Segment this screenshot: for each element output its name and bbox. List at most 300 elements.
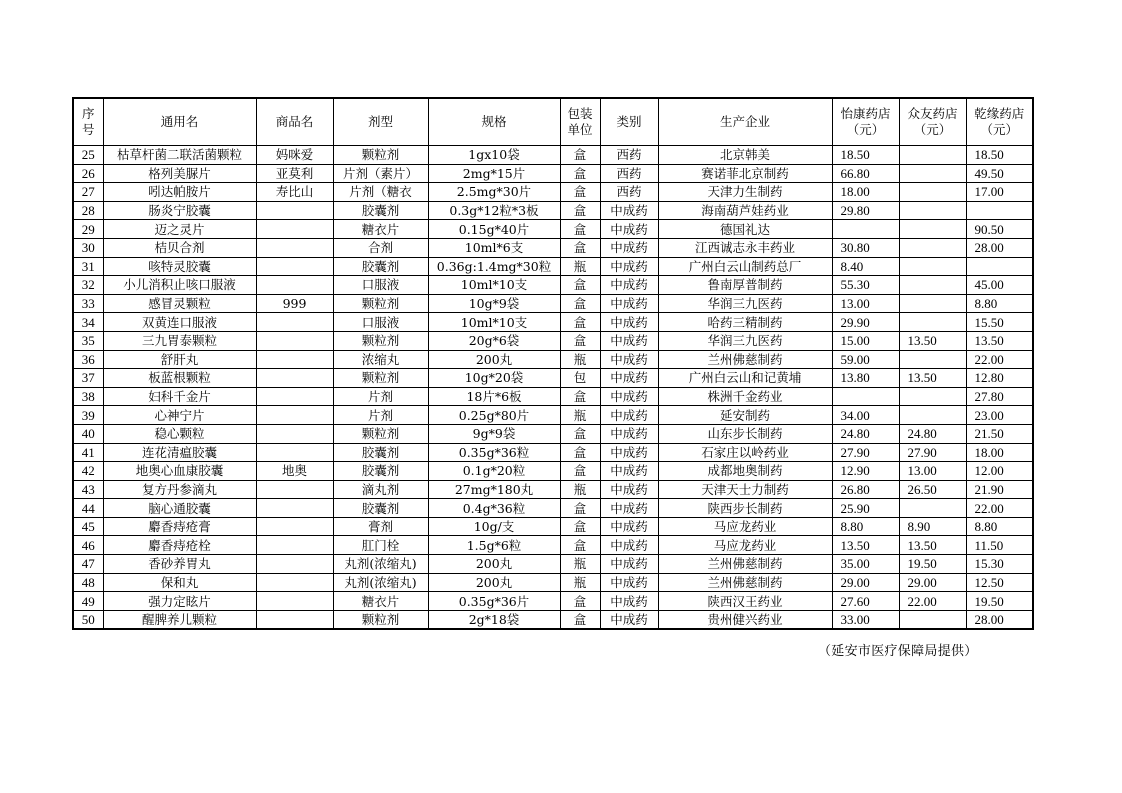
cell-package-unit: 盒 xyxy=(560,592,600,611)
cell-no: 45 xyxy=(73,517,103,536)
cell-dosage-form: 颗粒剂 xyxy=(333,294,428,313)
cell-manufacturer: 华润三九医药 xyxy=(658,331,832,350)
cell-brand-name: 妈咪爱 xyxy=(256,146,333,165)
cell-manufacturer: 兰州佛慈制药 xyxy=(658,555,832,574)
cell-price-zhongyou xyxy=(899,313,966,332)
cell-no: 30 xyxy=(73,238,103,257)
cell-category: 中成药 xyxy=(600,331,658,350)
cell-manufacturer: 延安制药 xyxy=(658,406,832,425)
cell-price-zhongyou xyxy=(899,220,966,239)
cell-package-unit: 盒 xyxy=(560,146,600,165)
cell-package-unit: 盒 xyxy=(560,183,600,202)
cell-price-yikang: 26.80 xyxy=(832,480,899,499)
cell-no: 39 xyxy=(73,406,103,425)
cell-no: 40 xyxy=(73,424,103,443)
table-row xyxy=(73,610,1033,629)
table-row xyxy=(73,573,1033,592)
cell-manufacturer: 广州白云山制药总厂 xyxy=(658,257,832,276)
price-list-sheet xyxy=(72,97,1032,630)
cell-price-qianyuan: 23.00 xyxy=(966,406,1033,425)
cell-price-qianyuan: 21.90 xyxy=(966,480,1033,499)
cell-specification: 10g/支 xyxy=(428,517,560,536)
header-price-qianyuan xyxy=(966,98,1033,146)
cell-category: 中成药 xyxy=(600,536,658,555)
cell-no: 26 xyxy=(73,164,103,183)
cell-price-zhongyou: 26.50 xyxy=(899,480,966,499)
cell-generic-name: 感冒灵颗粒 xyxy=(103,294,256,313)
cell-generic-name: 心神宁片 xyxy=(103,406,256,425)
cell-no: 42 xyxy=(73,462,103,481)
cell-brand-name xyxy=(256,369,333,388)
cell-generic-name: 迈之灵片 xyxy=(103,220,256,239)
header-price-zhongyou-label: 众友药店 （元） xyxy=(907,106,958,137)
cell-generic-name: 妇科千金片 xyxy=(103,387,256,406)
cell-package-unit: 瓶 xyxy=(560,573,600,592)
table-row xyxy=(73,536,1033,555)
cell-brand-name xyxy=(256,350,333,369)
header-brand-name-label: 商品名 xyxy=(275,114,314,129)
cell-dosage-form: 颗粒剂 xyxy=(333,424,428,443)
cell-brand-name xyxy=(256,201,333,220)
cell-no: 31 xyxy=(73,257,103,276)
cell-manufacturer: 鲁南厚普制药 xyxy=(658,276,832,295)
cell-dosage-form: 片剂 xyxy=(333,406,428,425)
cell-package-unit: 盒 xyxy=(560,276,600,295)
cell-manufacturer: 兰州佛慈制药 xyxy=(658,573,832,592)
cell-price-zhongyou: 19.50 xyxy=(899,555,966,574)
cell-price-zhongyou xyxy=(899,257,966,276)
cell-package-unit: 瓶 xyxy=(560,350,600,369)
cell-brand-name xyxy=(256,276,333,295)
cell-manufacturer: 华润三九医药 xyxy=(658,294,832,313)
cell-no: 43 xyxy=(73,480,103,499)
cell-package-unit: 瓶 xyxy=(560,257,600,276)
cell-price-qianyuan: 15.30 xyxy=(966,555,1033,574)
cell-generic-name: 双黄连口服液 xyxy=(103,313,256,332)
cell-price-zhongyou xyxy=(899,406,966,425)
table-row xyxy=(73,480,1033,499)
cell-price-qianyuan: 18.00 xyxy=(966,443,1033,462)
table-row xyxy=(73,369,1033,388)
cell-price-yikang: 34.00 xyxy=(832,406,899,425)
cell-price-qianyuan: 22.00 xyxy=(966,499,1033,518)
cell-generic-name: 脑心通胶囊 xyxy=(103,499,256,518)
cell-price-yikang: 27.90 xyxy=(832,443,899,462)
cell-price-zhongyou xyxy=(899,350,966,369)
cell-package-unit: 盒 xyxy=(560,164,600,183)
header-dosage-form-label: 剂型 xyxy=(367,114,393,129)
cell-dosage-form: 颗粒剂 xyxy=(333,146,428,165)
cell-dosage-form: 合剂 xyxy=(333,238,428,257)
table-row xyxy=(73,350,1033,369)
cell-manufacturer: 陕西步长制药 xyxy=(658,499,832,518)
cell-brand-name: 地奥 xyxy=(256,462,333,481)
cell-price-zhongyou: 8.90 xyxy=(899,517,966,536)
cell-package-unit: 盒 xyxy=(560,462,600,481)
cell-specification: 200丸 xyxy=(428,573,560,592)
cell-specification: 0.36g:1.4mg*30粒 xyxy=(428,257,560,276)
cell-price-zhongyou: 13.50 xyxy=(899,331,966,350)
cell-specification: 0.1g*20粒 xyxy=(428,462,560,481)
cell-category: 中成药 xyxy=(600,499,658,518)
cell-generic-name: 格列美脲片 xyxy=(103,164,256,183)
cell-specification: 20g*6袋 xyxy=(428,331,560,350)
cell-dosage-form: 肛门栓 xyxy=(333,536,428,555)
cell-generic-name: 肠炎宁胶囊 xyxy=(103,201,256,220)
header-no xyxy=(73,98,103,146)
cell-dosage-form: 颗粒剂 xyxy=(333,610,428,629)
cell-specification: 0.3g*12粒*3板 xyxy=(428,201,560,220)
header-package-unit xyxy=(560,98,600,146)
cell-category: 中成药 xyxy=(600,257,658,276)
cell-no: 29 xyxy=(73,220,103,239)
cell-price-zhongyou: 13.50 xyxy=(899,369,966,388)
cell-generic-name: 地奥心血康胶囊 xyxy=(103,462,256,481)
table-row xyxy=(73,424,1033,443)
cell-category: 西药 xyxy=(600,146,658,165)
cell-price-yikang: 30.80 xyxy=(832,238,899,257)
table-row xyxy=(73,313,1033,332)
cell-no: 37 xyxy=(73,369,103,388)
cell-specification: 10ml*6支 xyxy=(428,238,560,257)
header-price-qianyuan-label: 乾缘药店 （元） xyxy=(974,106,1025,137)
cell-price-qianyuan: 11.50 xyxy=(966,536,1033,555)
cell-generic-name: 板蓝根颗粒 xyxy=(103,369,256,388)
cell-generic-name: 麝香痔疮膏 xyxy=(103,517,256,536)
cell-generic-name: 连花清瘟胶囊 xyxy=(103,443,256,462)
cell-category: 中成药 xyxy=(600,350,658,369)
cell-dosage-form: 浓缩丸 xyxy=(333,350,428,369)
cell-brand-name xyxy=(256,220,333,239)
cell-no: 48 xyxy=(73,573,103,592)
header-no-label: 序 号 xyxy=(81,106,95,137)
cell-price-qianyuan: 13.50 xyxy=(966,331,1033,350)
cell-price-qianyuan: 27.80 xyxy=(966,387,1033,406)
cell-price-qianyuan: 28.00 xyxy=(966,238,1033,257)
cell-brand-name xyxy=(256,443,333,462)
table-row xyxy=(73,294,1033,313)
cell-price-yikang: 29.90 xyxy=(832,313,899,332)
cell-package-unit: 盒 xyxy=(560,443,600,462)
cell-manufacturer: 马应龙药业 xyxy=(658,517,832,536)
cell-price-zhongyou: 13.00 xyxy=(899,462,966,481)
cell-generic-name: 三九胃泰颗粒 xyxy=(103,331,256,350)
cell-package-unit: 盒 xyxy=(560,536,600,555)
cell-dosage-form: 片剂（糖衣 xyxy=(333,183,428,202)
cell-generic-name: 强力定眩片 xyxy=(103,592,256,611)
cell-dosage-form: 糖衣片 xyxy=(333,592,428,611)
cell-manufacturer: 哈药三精制药 xyxy=(658,313,832,332)
cell-specification: 0.35g*36片 xyxy=(428,592,560,611)
cell-manufacturer: 江西诚志永丰药业 xyxy=(658,238,832,257)
cell-generic-name: 吲达帕胺片 xyxy=(103,183,256,202)
cell-generic-name: 保和丸 xyxy=(103,573,256,592)
cell-dosage-form: 胶囊剂 xyxy=(333,462,428,481)
cell-no: 50 xyxy=(73,610,103,629)
cell-price-yikang: 24.80 xyxy=(832,424,899,443)
cell-no: 25 xyxy=(73,146,103,165)
cell-price-yikang: 33.00 xyxy=(832,610,899,629)
cell-dosage-form: 丸剂(浓缩丸) xyxy=(333,555,428,574)
cell-generic-name: 桔贝合剂 xyxy=(103,238,256,257)
cell-package-unit: 盒 xyxy=(560,238,600,257)
cell-specification: 10g*9袋 xyxy=(428,294,560,313)
cell-generic-name: 香砂养胃丸 xyxy=(103,555,256,574)
cell-category: 中成药 xyxy=(600,573,658,592)
cell-dosage-form: 胶囊剂 xyxy=(333,499,428,518)
table-row xyxy=(73,276,1033,295)
cell-category: 中成药 xyxy=(600,462,658,481)
header-category-label: 类别 xyxy=(616,114,642,129)
cell-price-yikang: 18.50 xyxy=(832,146,899,165)
cell-price-qianyuan: 8.80 xyxy=(966,517,1033,536)
cell-price-qianyuan: 22.00 xyxy=(966,350,1033,369)
cell-brand-name xyxy=(256,592,333,611)
header-dosage-form xyxy=(333,98,428,146)
table-row xyxy=(73,592,1033,611)
cell-no: 49 xyxy=(73,592,103,611)
cell-price-yikang: 66.80 xyxy=(832,164,899,183)
cell-price-yikang: 8.80 xyxy=(832,517,899,536)
table-body xyxy=(73,146,1033,630)
table-row xyxy=(73,406,1033,425)
cell-specification: 18片*6板 xyxy=(428,387,560,406)
cell-category: 中成药 xyxy=(600,443,658,462)
cell-dosage-form: 糖衣片 xyxy=(333,220,428,239)
cell-category: 中成药 xyxy=(600,313,658,332)
cell-category: 中成药 xyxy=(600,406,658,425)
cell-brand-name xyxy=(256,536,333,555)
source-note: （延安市医疗保障局提供） xyxy=(818,644,978,659)
cell-price-qianyuan: 17.00 xyxy=(966,183,1033,202)
cell-brand-name xyxy=(256,610,333,629)
cell-manufacturer: 山东步长制药 xyxy=(658,424,832,443)
cell-price-yikang: 15.00 xyxy=(832,331,899,350)
cell-package-unit: 包 xyxy=(560,369,600,388)
cell-category: 中成药 xyxy=(600,276,658,295)
cell-package-unit: 盒 xyxy=(560,331,600,350)
cell-specification: 0.35g*36粒 xyxy=(428,443,560,462)
cell-manufacturer: 德国礼达 xyxy=(658,220,832,239)
cell-dosage-form: 胶囊剂 xyxy=(333,443,428,462)
cell-brand-name xyxy=(256,257,333,276)
cell-manufacturer: 天津天士力制药 xyxy=(658,480,832,499)
cell-dosage-form: 膏剂 xyxy=(333,517,428,536)
cell-generic-name: 咳特灵胶囊 xyxy=(103,257,256,276)
cell-generic-name: 枯草杆菌二联活菌颗粒 xyxy=(103,146,256,165)
cell-package-unit: 盒 xyxy=(560,294,600,313)
cell-package-unit: 瓶 xyxy=(560,406,600,425)
cell-brand-name xyxy=(256,555,333,574)
cell-price-yikang: 13.80 xyxy=(832,369,899,388)
cell-price-yikang: 29.00 xyxy=(832,573,899,592)
cell-category: 中成药 xyxy=(600,238,658,257)
cell-no: 46 xyxy=(73,536,103,555)
cell-no: 44 xyxy=(73,499,103,518)
cell-price-zhongyou xyxy=(899,294,966,313)
cell-generic-name: 舒肝丸 xyxy=(103,350,256,369)
cell-package-unit: 盒 xyxy=(560,387,600,406)
cell-brand-name xyxy=(256,499,333,518)
cell-price-yikang: 8.40 xyxy=(832,257,899,276)
cell-category: 中成药 xyxy=(600,424,658,443)
cell-specification: 200丸 xyxy=(428,350,560,369)
cell-brand-name xyxy=(256,406,333,425)
table-row xyxy=(73,183,1033,202)
cell-specification: 0.25g*80片 xyxy=(428,406,560,425)
cell-manufacturer: 株洲千金药业 xyxy=(658,387,832,406)
table-row xyxy=(73,146,1033,165)
header-brand-name xyxy=(256,98,333,146)
cell-brand-name xyxy=(256,238,333,257)
cell-manufacturer: 陕西汉王药业 xyxy=(658,592,832,611)
cell-no: 47 xyxy=(73,555,103,574)
cell-package-unit: 瓶 xyxy=(560,480,600,499)
cell-no: 27 xyxy=(73,183,103,202)
cell-specification: 2g*18袋 xyxy=(428,610,560,629)
cell-package-unit: 瓶 xyxy=(560,555,600,574)
cell-price-yikang: 12.90 xyxy=(832,462,899,481)
cell-specification: 9g*9袋 xyxy=(428,424,560,443)
cell-manufacturer: 马应龙药业 xyxy=(658,536,832,555)
cell-package-unit: 盒 xyxy=(560,313,600,332)
cell-brand-name xyxy=(256,331,333,350)
cell-no: 36 xyxy=(73,350,103,369)
cell-dosage-form: 胶囊剂 xyxy=(333,201,428,220)
cell-generic-name: 醒脾养儿颗粒 xyxy=(103,610,256,629)
cell-manufacturer: 石家庄以岭药业 xyxy=(658,443,832,462)
cell-price-qianyuan: 15.50 xyxy=(966,313,1033,332)
header-specification xyxy=(428,98,560,146)
cell-dosage-form: 丸剂(浓缩丸) xyxy=(333,573,428,592)
cell-price-yikang: 13.00 xyxy=(832,294,899,313)
cell-dosage-form: 口服液 xyxy=(333,313,428,332)
cell-package-unit: 盒 xyxy=(560,424,600,443)
table-row xyxy=(73,462,1033,481)
cell-specification: 1gx10袋 xyxy=(428,146,560,165)
cell-price-zhongyou xyxy=(899,610,966,629)
cell-package-unit: 盒 xyxy=(560,201,600,220)
cell-no: 33 xyxy=(73,294,103,313)
cell-package-unit: 盒 xyxy=(560,610,600,629)
cell-price-yikang: 59.00 xyxy=(832,350,899,369)
cell-price-qianyuan: 28.00 xyxy=(966,610,1033,629)
header-package-unit-label: 包装 单位 xyxy=(567,106,593,137)
cell-price-zhongyou: 27.90 xyxy=(899,443,966,462)
cell-no: 41 xyxy=(73,443,103,462)
cell-price-zhongyou xyxy=(899,146,966,165)
cell-manufacturer: 北京韩美 xyxy=(658,146,832,165)
cell-price-qianyuan xyxy=(966,201,1033,220)
cell-brand-name: 999 xyxy=(256,294,333,313)
cell-no: 34 xyxy=(73,313,103,332)
cell-package-unit: 盒 xyxy=(560,220,600,239)
cell-manufacturer: 广州白云山和记黄埔 xyxy=(658,369,832,388)
cell-generic-name: 小儿消积止咳口服液 xyxy=(103,276,256,295)
cell-category: 中成药 xyxy=(600,369,658,388)
cell-brand-name xyxy=(256,313,333,332)
header-category xyxy=(600,98,658,146)
cell-price-zhongyou xyxy=(899,201,966,220)
cell-manufacturer: 成都地奥制药 xyxy=(658,462,832,481)
cell-category: 中成药 xyxy=(600,201,658,220)
cell-dosage-form: 颗粒剂 xyxy=(333,331,428,350)
header-price-yikang xyxy=(832,98,899,146)
cell-price-qianyuan: 12.50 xyxy=(966,573,1033,592)
cell-price-qianyuan: 21.50 xyxy=(966,424,1033,443)
cell-dosage-form: 滴丸剂 xyxy=(333,480,428,499)
cell-brand-name: 亚莫利 xyxy=(256,164,333,183)
cell-price-zhongyou: 22.00 xyxy=(899,592,966,611)
cell-price-qianyuan: 8.80 xyxy=(966,294,1033,313)
cell-category: 中成药 xyxy=(600,387,658,406)
table-row xyxy=(73,238,1033,257)
cell-price-qianyuan: 90.50 xyxy=(966,220,1033,239)
table-row xyxy=(73,387,1033,406)
cell-manufacturer: 贵州健兴药业 xyxy=(658,610,832,629)
cell-specification: 1.5g*6粒 xyxy=(428,536,560,555)
cell-dosage-form: 胶囊剂 xyxy=(333,257,428,276)
cell-price-yikang xyxy=(832,220,899,239)
cell-category: 西药 xyxy=(600,183,658,202)
cell-generic-name: 麝香痔疮栓 xyxy=(103,536,256,555)
cell-category: 中成药 xyxy=(600,220,658,239)
cell-price-yikang: 13.50 xyxy=(832,536,899,555)
cell-specification: 0.4g*36粒 xyxy=(428,499,560,518)
table-row xyxy=(73,220,1033,239)
cell-brand-name: 寿比山 xyxy=(256,183,333,202)
header-price-zhongyou xyxy=(899,98,966,146)
cell-package-unit: 盒 xyxy=(560,517,600,536)
cell-price-zhongyou xyxy=(899,238,966,257)
cell-price-yikang: 25.90 xyxy=(832,499,899,518)
table-header xyxy=(73,98,1033,146)
cell-price-zhongyou xyxy=(899,387,966,406)
cell-price-zhongyou xyxy=(899,499,966,518)
cell-no: 35 xyxy=(73,331,103,350)
cell-brand-name xyxy=(256,573,333,592)
cell-category: 中成药 xyxy=(600,294,658,313)
cell-price-yikang: 27.60 xyxy=(832,592,899,611)
cell-price-zhongyou: 13.50 xyxy=(899,536,966,555)
cell-brand-name xyxy=(256,424,333,443)
cell-price-qianyuan: 19.50 xyxy=(966,592,1033,611)
cell-manufacturer: 天津力生制药 xyxy=(658,183,832,202)
cell-specification: 0.15g*40片 xyxy=(428,220,560,239)
cell-generic-name: 复方丹参滴丸 xyxy=(103,480,256,499)
cell-price-yikang: 18.00 xyxy=(832,183,899,202)
cell-category: 中成药 xyxy=(600,592,658,611)
cell-brand-name xyxy=(256,387,333,406)
cell-price-zhongyou: 29.00 xyxy=(899,573,966,592)
cell-category: 西药 xyxy=(600,164,658,183)
table-row xyxy=(73,443,1033,462)
cell-specification: 10ml*10支 xyxy=(428,313,560,332)
table-row xyxy=(73,555,1033,574)
cell-category: 中成药 xyxy=(600,480,658,499)
header-specification-label: 规格 xyxy=(481,114,507,129)
table-row xyxy=(73,201,1033,220)
cell-dosage-form: 口服液 xyxy=(333,276,428,295)
cell-price-qianyuan: 12.80 xyxy=(966,369,1033,388)
table-row xyxy=(73,331,1033,350)
cell-price-zhongyou xyxy=(899,183,966,202)
cell-category: 中成药 xyxy=(600,555,658,574)
cell-no: 28 xyxy=(73,201,103,220)
header-generic-name-label: 通用名 xyxy=(160,114,199,129)
header-row xyxy=(73,98,1033,146)
cell-dosage-form: 颗粒剂 xyxy=(333,369,428,388)
